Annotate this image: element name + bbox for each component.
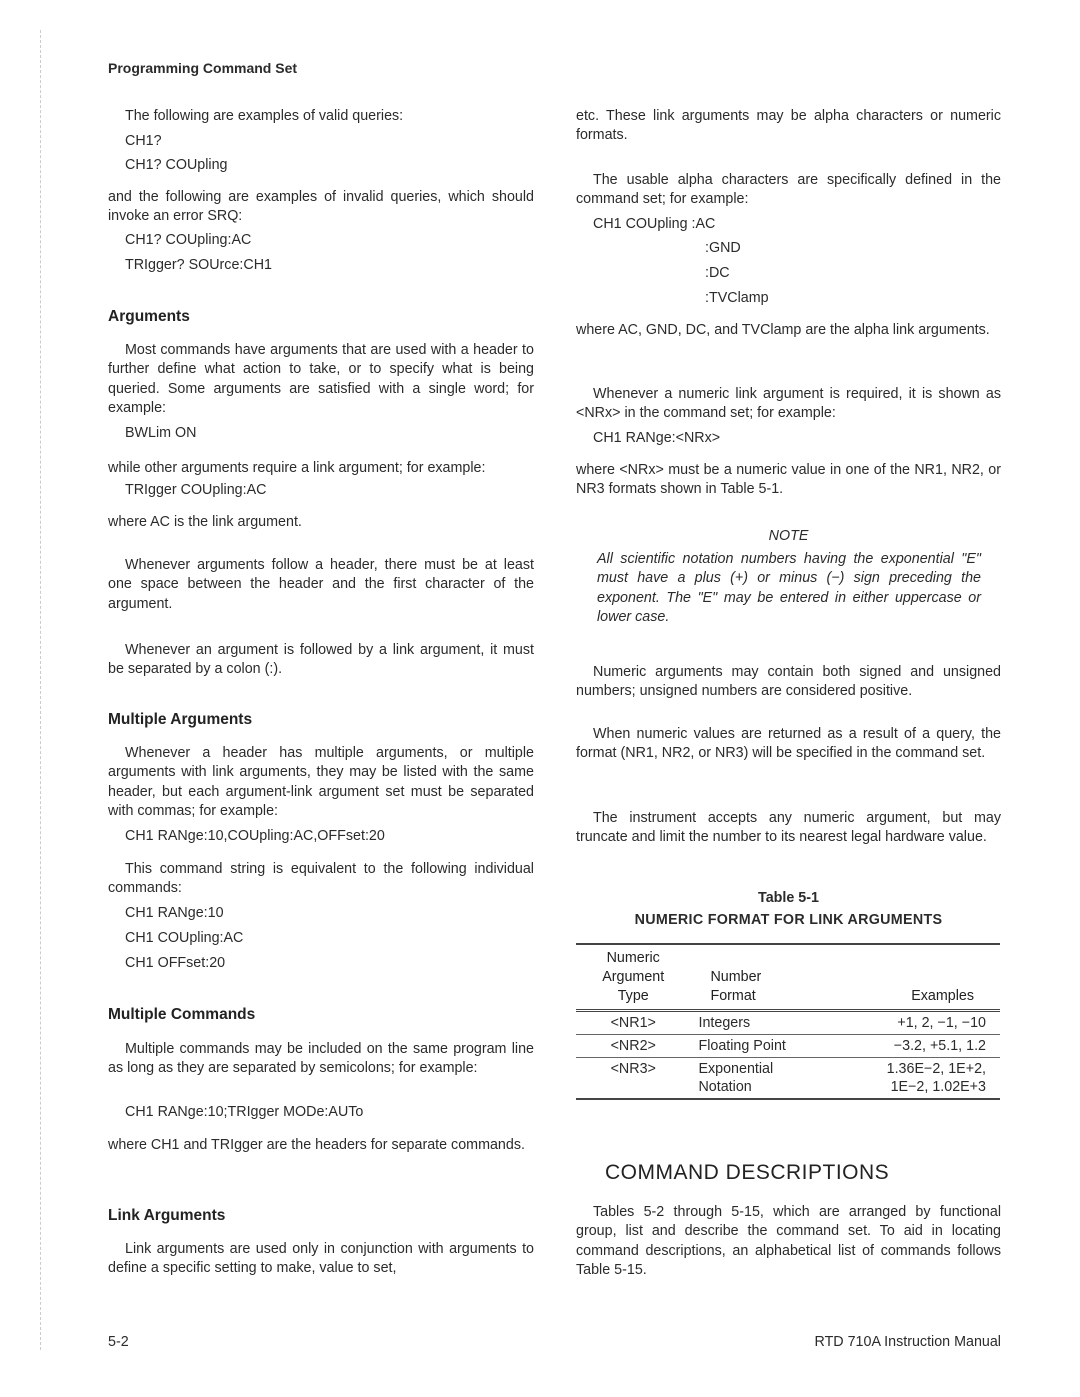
section-heading: Arguments [108, 308, 190, 325]
cell-format: Floating Point [690, 1035, 838, 1058]
code-example: CH1 RANge:10,COUpling:AC,OFFset:20 [125, 828, 385, 844]
cell-format: Exponential Notation [690, 1058, 838, 1100]
section-title: COMMAND DESCRIPTIONS [605, 1161, 890, 1184]
code-example: CH1 COUpling :AC [593, 216, 716, 232]
table-title: NUMERIC FORMAT FOR LINK ARGUMENTS [634, 912, 943, 928]
code-example: CH1 RANge:10 [125, 905, 224, 921]
cell-examples: −3.2, +5.1, 1.2 [839, 1035, 1000, 1058]
paragraph: where <NRx> must be a numeric value in one of the NR1, NR2, or NR3 formats shown in Table 5-1. [576, 462, 1001, 498]
paragraph: where CH1 and TRIgger are the headers for separate commands. [108, 1137, 525, 1153]
paragraph: Whenever a header has multiple arguments, or multiple arguments with link arguments, they may be listed with the same header, but each argument-link argument set must be separated with commas; for example: [108, 745, 534, 819]
paragraph: The following are examples of valid queries: [125, 108, 404, 124]
paragraph: When numeric values are returned as a result of a query, the format (NR1, NR2, or NR3) will be specified in the command set. [576, 726, 1001, 762]
paragraph: and the following are examples of invalid queries, which should invoke an error SRQ: [108, 189, 534, 225]
section-heading: Multiple Commands [108, 1006, 256, 1023]
paragraph: Whenever a numeric link argument is required, it is shown as <NRx> in the command set; for example: [576, 386, 1001, 422]
cell-examples: 1.36E−2, 1E+2, 1E−2, 1.02E+3 [839, 1058, 1000, 1100]
section-heading: Multiple Arguments [108, 711, 253, 728]
code-example: :DC [705, 265, 730, 281]
cell-format: Integers [690, 1011, 838, 1035]
paragraph: Link arguments are used only in conjunction with arguments to define a specific setting to make, value to set, [108, 1241, 534, 1277]
table-row [576, 1058, 1000, 1100]
cell-type: <NR3> [576, 1058, 690, 1100]
paragraph: The usable alpha characters are specifically defined in the command set; for example: [576, 172, 1001, 208]
code-example: CH1 COUpling:AC [125, 930, 244, 946]
table-label: Table 5-1 [758, 890, 819, 906]
paragraph: Tables 5-2 through 5-15, which are arranged by functional group, list and describe the command set. To aid in locating command descriptions, an alphabetical list of commands follows Table 5-15. [576, 1204, 1001, 1278]
numeric-format-table [576, 943, 1000, 1100]
paragraph: Numeric arguments may contain both signed and unsigned numbers; unsigned numbers are considered positive. [576, 664, 1001, 700]
column-header-type: Numeric Argument Type [576, 944, 690, 1011]
code-example: BWLim ON [125, 425, 197, 441]
running-header: Programming Command Set [108, 60, 298, 76]
code-example: TRIgger? SOUrce:CH1 [125, 257, 272, 273]
code-example: CH1? [125, 133, 162, 149]
page-number: 5-2 [108, 1334, 129, 1350]
section-heading: Link Arguments [108, 1207, 226, 1224]
paragraph: Whenever an argument is followed by a link argument, it must be separated by a colon (:). [108, 642, 534, 678]
code-example: :GND [705, 240, 741, 256]
column-header-format: Number Format [690, 944, 838, 1011]
paragraph: Multiple commands may be included on the same program line as long as they are separated by semicolons; for example: [108, 1041, 534, 1077]
column-header-examples: Examples [839, 944, 1000, 1011]
paragraph: The instrument accepts any numeric argument, but may truncate and limit the number to its nearest legal hardware value. [576, 810, 1001, 846]
code-example: CH1 RANge:<NRx> [593, 430, 721, 446]
paragraph: This command string is equivalent to the following individual commands: [108, 861, 534, 897]
code-example: CH1? COUpling:AC [125, 232, 252, 248]
code-example: CH1 RANge:10;TRIgger MODe:AUTo [125, 1104, 364, 1120]
paragraph: Most commands have arguments that are used with a header to further define what action to take, or to specify what is being queried. Some arguments are satisfied with a single word; for example: [108, 342, 534, 416]
cell-type: <NR2> [576, 1035, 690, 1058]
table-row [576, 1011, 1000, 1035]
paragraph: where AC is the link argument. [108, 514, 302, 530]
code-example: :TVClamp [705, 290, 769, 306]
table-row [576, 1035, 1000, 1058]
code-example: CH1? COUpling [125, 157, 228, 173]
paragraph: while other arguments require a link argument; for example: [108, 460, 486, 476]
paragraph: Whenever arguments follow a header, there must be at least one space between the header and the first character of the argument. [108, 557, 534, 612]
manual-title: RTD 710A Instruction Manual [814, 1334, 1001, 1350]
paragraph: etc. These link arguments may be alpha characters or numeric formats. [576, 108, 1001, 144]
note-text: All scientific notation numbers having the exponential "E" must have a plus (+) or minus (−) sign preceding the exponent. The "E" may be entered in either uppercase or lower case. [597, 551, 981, 625]
binding-holes-edge [40, 30, 55, 1350]
code-example: CH1 OFFset:20 [125, 955, 226, 971]
paragraph: where AC, GND, DC, and TVClamp are the alpha link arguments. [576, 322, 990, 338]
note-title: NOTE [768, 528, 809, 544]
code-example: TRIgger COUpling:AC [125, 482, 267, 498]
cell-examples: +1, 2, −1, −10 [839, 1011, 1000, 1035]
cell-type: <NR1> [576, 1011, 690, 1035]
